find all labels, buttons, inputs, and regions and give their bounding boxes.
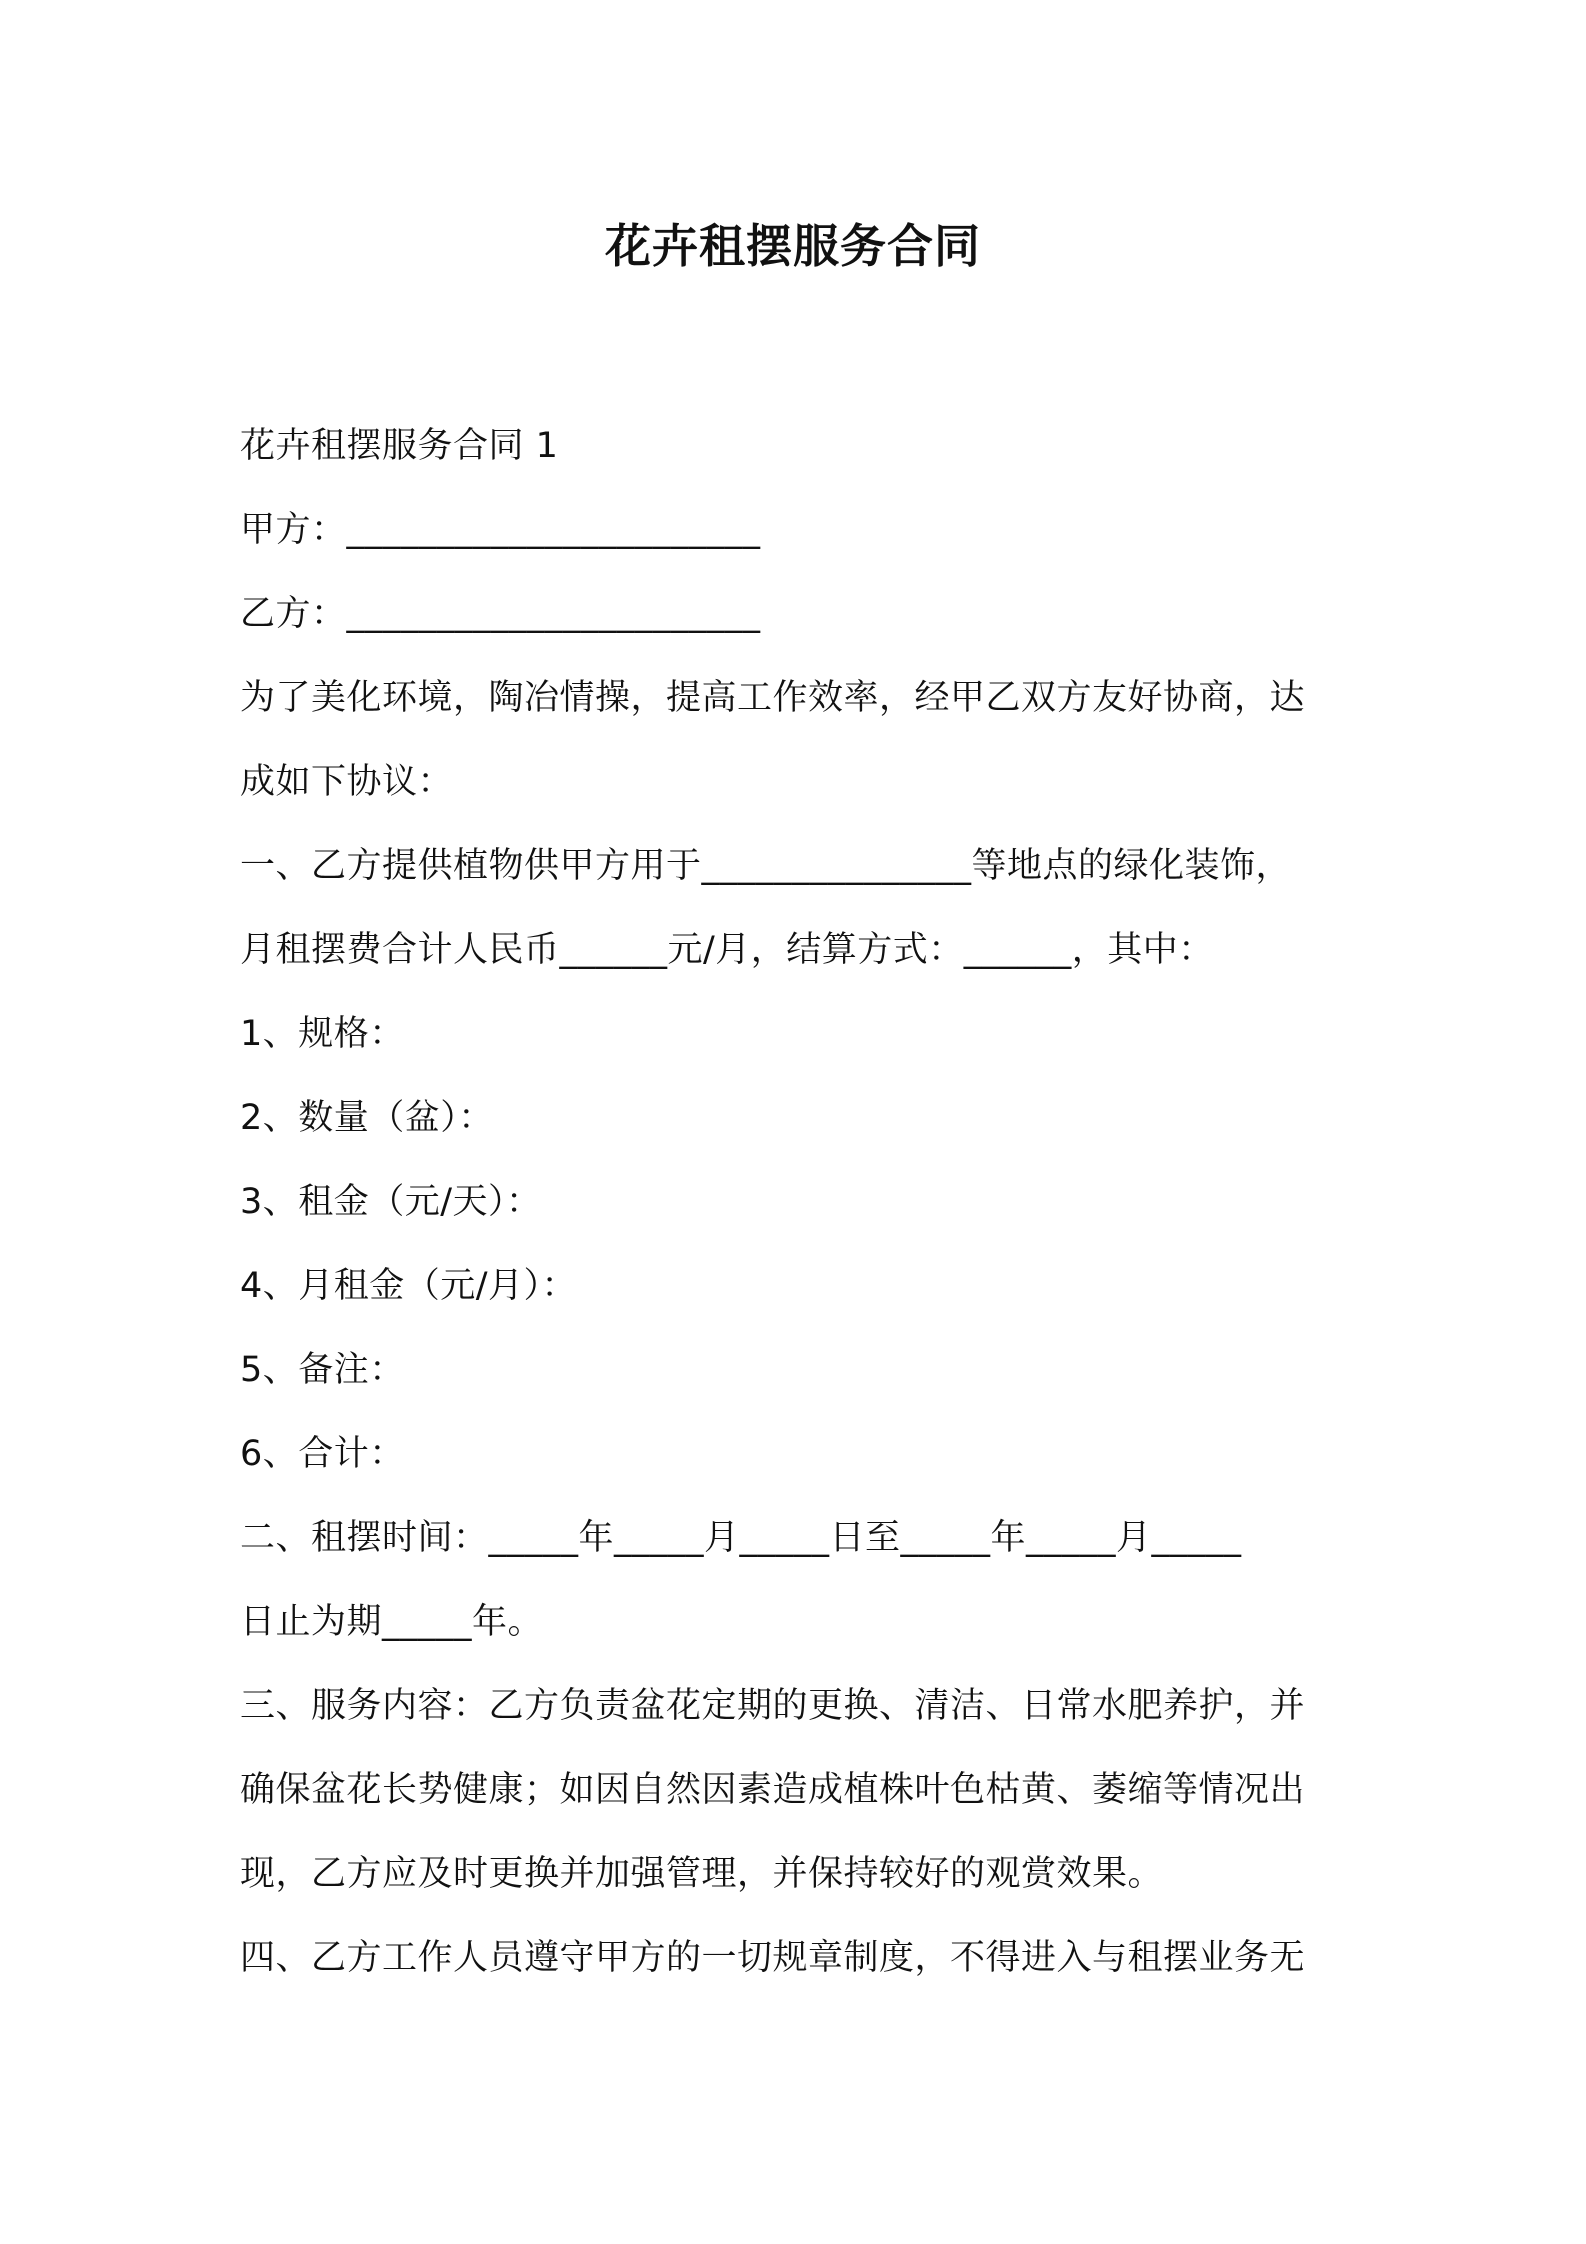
- list-item-quantity: 2、数量（盆）：: [240, 1098, 494, 1138]
- document-body: [240, 404, 1360, 2000]
- clause-2-line: 日止为期_____年。: [240, 1602, 544, 1642]
- clause-2-line: 二、租摆时间：_____年_____月_____日至_____年_____月_____: [240, 1518, 1242, 1558]
- party-b-line: 乙方：_______________________: [240, 594, 761, 634]
- preamble-line: 成如下协议：: [240, 762, 454, 802]
- list-item-total: 6、合计：: [240, 1434, 405, 1474]
- document-title: 花卉租摆服务合同: [605, 219, 981, 273]
- clause-1-line: 月租摆费合计人民币______元/月，结算方式：______，其中：: [240, 930, 1214, 970]
- preamble-line: 为了美化环境，陶冶情操，提高工作效率，经甲乙双方友好协商，达: [240, 678, 1306, 718]
- party-a-line: 甲方：_______________________: [240, 510, 761, 550]
- clause-4-line: 四、乙方工作人员遵守甲方的一切规章制度，不得进入与租摆业务无: [240, 1938, 1306, 1978]
- list-item-notes: 5、备注：: [240, 1350, 405, 1390]
- list-item-spec: 1、规格：: [240, 1014, 405, 1054]
- list-item-rent: 3、租金（元/天）：: [240, 1182, 542, 1222]
- clause-3-line: 确保盆花长势健康；如因自然因素造成植株叶色枯黄、萎缩等情况出: [240, 1770, 1306, 1810]
- clause-3-line: 现，乙方应及时更换并加强管理，并保持较好的观赏效果。: [240, 1854, 1164, 1894]
- list-item-monthly-rent: 4、月租金（元/月）：: [240, 1266, 578, 1306]
- clause-1-line: 一、乙方提供植物供甲方用于_______________等地点的绿化装饰，: [240, 846, 1292, 886]
- section-heading: 花卉租摆服务合同 1: [240, 426, 559, 466]
- clause-3-line: 三、服务内容：乙方负责盆花定期的更换、清洁、日常水肥养护，并: [240, 1686, 1306, 1726]
